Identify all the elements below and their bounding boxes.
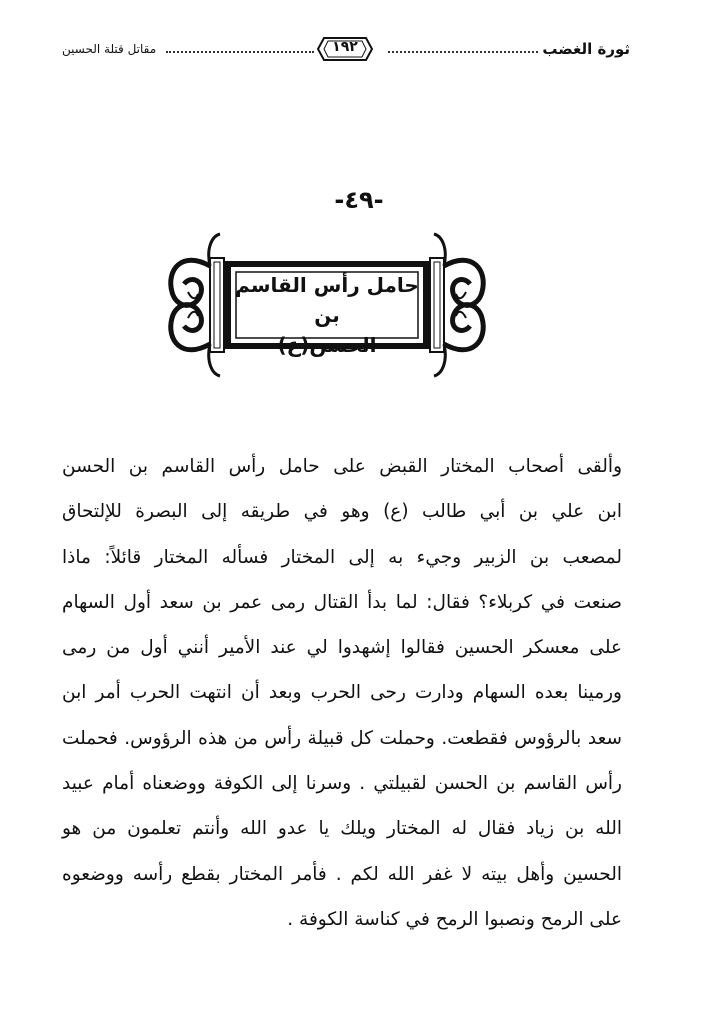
text-line: الحسين وأهل بيته لا غفر الله لكم . فأمر المختار بقطع رأسه ووضعوه — [62, 863, 622, 885]
body-paragraph — [62, 444, 622, 942]
chapter-title — [234, 270, 420, 360]
text-line: سعد بالرؤوس فقطعت. وحملت كل قبيلة رأس من هذه الرؤوس. فحملت — [62, 727, 622, 749]
header-dotted-leader-left — [166, 51, 314, 53]
text-line: الله بن زياد فقال له المختار ويلك يا عدو الله وأنتم تعلمون من هو — [62, 818, 622, 840]
text-line: على معسكر الحسين فقالوا إشهدوا لي عند الأمير أنني أول من رمى — [62, 637, 622, 659]
text-line: ابن علي بن أبي طالب (ع) وهو في طريقه إلى البصرة للإلتحاق — [62, 501, 622, 523]
chapter-title-line-2: الحسن(ع) — [277, 333, 377, 357]
chapter-title-line-1: حامل رأس القاسم بن — [235, 273, 419, 327]
text-line: صنعت في كربلاء؟ فقال: لما بدأ القتال رمى عمر بن سعد أول السهام — [62, 591, 622, 613]
header-dotted-leader-right — [388, 51, 538, 53]
text-line: لمصعب بن الزبير وجيء به إلى المختار فسأله المختار قائلاً: ماذا — [62, 546, 622, 568]
page-number: ١٩٢ — [332, 39, 358, 55]
running-header — [62, 34, 630, 64]
chapter-number: -٤٩- — [334, 186, 384, 214]
chapter-title-frame — [162, 230, 492, 380]
page-number-ornament — [316, 34, 374, 64]
text-line: وألقى أصحاب المختار القبض على حامل رأس القاسم بن الحسن — [62, 456, 622, 477]
text-line: ورمينا بعده السهام ودارت رحى الحرب وبعد أن انتهت الحرب أمر ابن — [62, 682, 622, 704]
text-line: رأس القاسم بن الحسن لقبيلتي . وسرنا إلى الكوفة ووضعناه أمام عبيد — [62, 773, 622, 795]
section-title: مقاتل قتلة الحسين — [62, 42, 157, 56]
book-title: ثورة الغضب — [542, 40, 630, 58]
text-line: على الرمح ونصبوا الرمح في كناسة الكوفة . — [287, 908, 622, 930]
